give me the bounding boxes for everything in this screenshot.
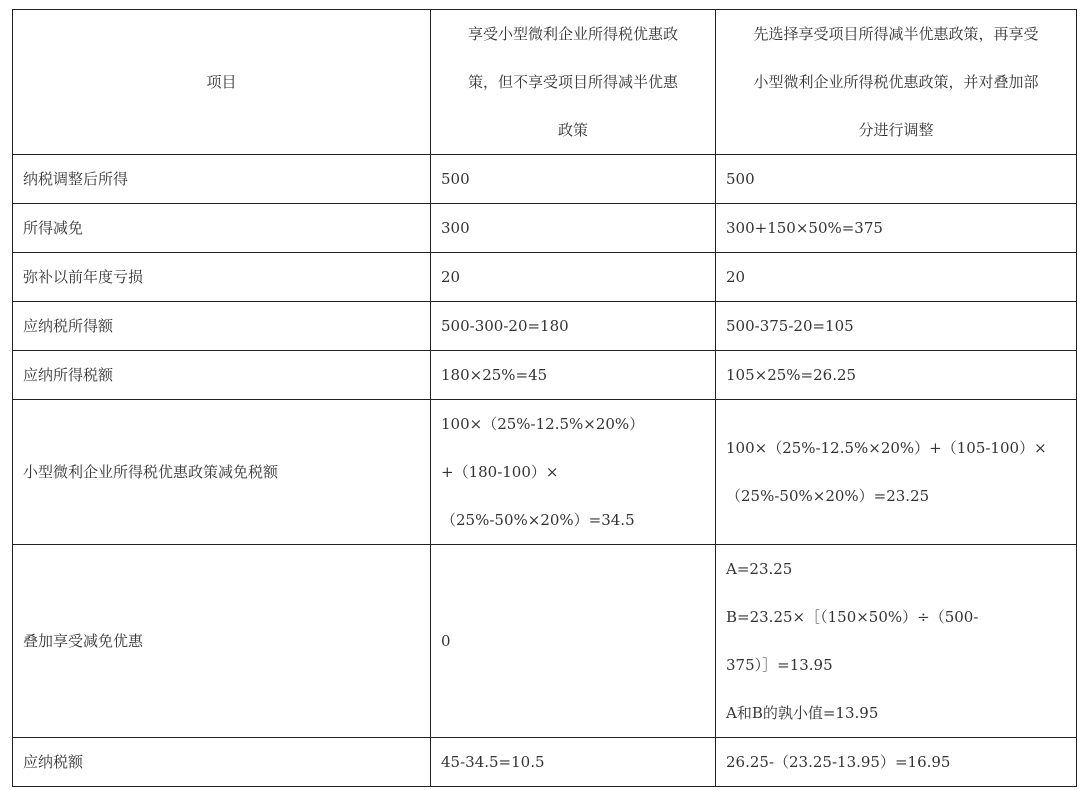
row-col3-line: A=23.25 [726, 560, 793, 578]
header-col3-line: 分进行调整 [858, 121, 934, 139]
row-col3-text [726, 545, 1066, 737]
row-col2 [431, 400, 716, 545]
header-col3-line: 小型微利企业所得税优惠政策，并对叠加部 [753, 73, 1039, 91]
row-col3-line: A和B的孰小值=13.95 [726, 704, 879, 722]
table-row [13, 253, 1077, 302]
row-label: 小型微利企业所得税优惠政策减免税额 [13, 400, 431, 545]
header-col2-line: 享受小型微利企业所得税优惠政 [467, 25, 678, 43]
row-col3: 20 [716, 253, 1077, 302]
row-col3: 500-375-20=105 [716, 302, 1077, 351]
row-label: 叠加享受减免优惠 [13, 545, 431, 738]
row-label: 应纳所得税额 [13, 351, 431, 400]
row-col2: 180×25%=45 [431, 351, 716, 400]
row-col3: 105×25%=26.25 [716, 351, 1077, 400]
header-col3-line: 先选择享受项目所得减半优惠政策，再享受 [753, 25, 1039, 43]
row-label: 弥补以前年度亏损 [13, 253, 431, 302]
row-label: 应纳税额 [13, 738, 431, 787]
header-col3-text [726, 10, 1066, 154]
row-col3-line: 100×（25%-12.5%×20%）+（105-100）× [726, 439, 1047, 457]
row-col2: 300 [431, 204, 716, 253]
row-col3-text [726, 424, 1066, 520]
row-col2: 500 [431, 155, 716, 204]
header-col2-line: 策，但不享受项目所得减半优惠 [467, 73, 678, 91]
row-col2: 500-300-20=180 [431, 302, 716, 351]
row-col2: 45-34.5=10.5 [431, 738, 716, 787]
header-col2-text [441, 10, 705, 154]
row-label: 纳税调整后所得 [13, 155, 431, 204]
table-row [13, 155, 1077, 204]
row-col3-line: （25%-50%×20%）=23.25 [726, 487, 930, 505]
table-row [13, 545, 1077, 738]
comparison-table [12, 9, 1077, 787]
row-col2-line: （25%-50%×20%）=34.5 [441, 511, 635, 529]
row-col2: 20 [431, 253, 716, 302]
row-col3 [716, 545, 1077, 738]
row-col2: 0 [431, 545, 716, 738]
table-row [13, 351, 1077, 400]
row-col3-line: 375）］=13.95 [726, 656, 833, 674]
row-col3-line: B=23.25×［（150×50%）÷（500- [726, 608, 979, 626]
table-row [13, 302, 1077, 351]
header-item-label: 项目 [206, 73, 237, 91]
table-row [13, 204, 1077, 253]
row-col2-line: 100×（25%-12.5%×20%） [441, 415, 645, 433]
header-row [13, 10, 1077, 155]
row-col2-line: +（180-100）× [441, 463, 559, 481]
row-label: 应纳税所得额 [13, 302, 431, 351]
row-col2-text [441, 400, 705, 544]
row-col3 [716, 400, 1077, 545]
header-col2-line: 政策 [557, 121, 588, 139]
header-item [13, 10, 431, 155]
header-col3 [716, 10, 1077, 155]
table-row [13, 738, 1077, 787]
header-col2 [431, 10, 716, 155]
row-col3: 26.25-（23.25-13.95）=16.95 [716, 738, 1077, 787]
row-label: 所得减免 [13, 204, 431, 253]
table-row [13, 400, 1077, 545]
row-col3: 300+150×50%=375 [716, 204, 1077, 253]
row-col3: 500 [716, 155, 1077, 204]
